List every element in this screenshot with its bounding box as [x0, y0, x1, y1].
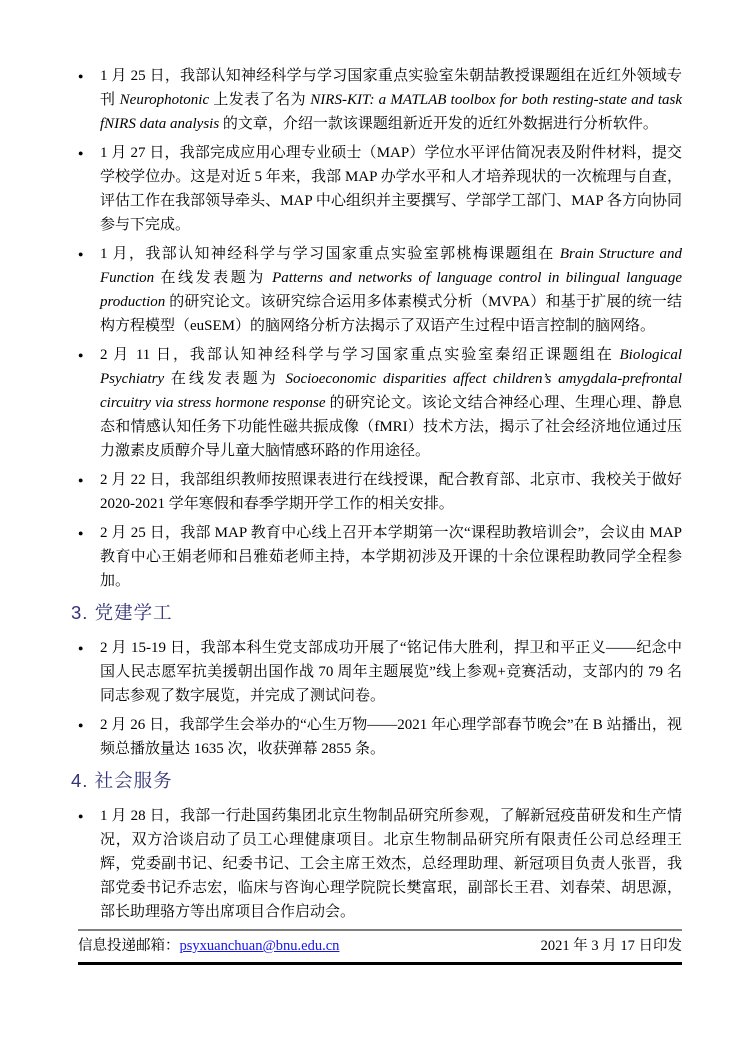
bullet-text: 2 月 22 日，我部组织教师按照课表进行在线授课，配合教育部、北京市、我校关于做好 2020-2021 学年寒假和春季学期开学工作的相关安排。 — [100, 472, 682, 512]
section-heading: 3. 党建学工 — [71, 602, 173, 623]
sections-container — [71, 600, 682, 924]
email-link[interactable]: psyxuanchuan@bnu.edu.cn — [179, 938, 340, 954]
bullet-icon: ● — [78, 528, 84, 538]
list-item — [78, 242, 682, 338]
news-bullet-list — [78, 64, 682, 593]
footer-email-label: 信息投递邮箱： — [78, 938, 180, 954]
bullet-text: 1 月 27 日，我部完成应用心理专业硕士（MAP）学位水平评估简况表及附件材料，提交学校学位办。这是对近 5 年来，我部 MAP 办学水平和人才培养现状的一次梳理与自查，评估工作在我部领导牵头、MAP 中心组织并主要撰写、学部学工部门、MAP 各方向协同参与下完成。 — [100, 145, 682, 233]
list-item — [78, 804, 682, 924]
list-item — [78, 521, 682, 593]
bullet-icon: ● — [78, 148, 84, 158]
footer-bottom-rule — [78, 962, 682, 965]
bullet-icon: ● — [78, 71, 84, 81]
bullet-text: 2 月 15-19 日，我部本科生党支部成功开展了“铭记伟大胜利，捍卫和平正义——纪念中国人民志愿军抗美援朝出国作战 70 周年主题展览”线上参观+竞赛活动，支部内的 79 名同志参观了数字展览，并完成了测试问卷。 — [100, 640, 682, 704]
list-item — [78, 468, 682, 516]
bullet-text: 1 月 28 日，我部一行赴国药集团北京生物制品研究所参观，了解新冠疫苗研发和生产情况，双方洽谈启动了员工心理健康项目。北京生物制品研究所有限责任公司总经理王辉，党委副书记、纪委书记、工会主席王效杰，总经理助理、新冠项目负责人张晋，我部党委书记乔志宏，临床与咨询心理学院院长樊富珉，副部长王君、刘春荣、胡思源，部长助理骆方等出席项目合作启动会。 — [100, 808, 682, 920]
list-item — [78, 141, 682, 237]
bullet-text: 2 月 26 日，我部学生会举办的“心生万物——2021 年心理学部春节晚会”在 B 站播出，视频总播放量达 1635 次，收获弹幕 2855 条。 — [100, 717, 682, 757]
bullet-icon: ● — [78, 249, 84, 259]
bullet-icon: ● — [78, 643, 84, 653]
list-item — [78, 64, 682, 136]
list-item — [78, 636, 682, 708]
bullet-text: 1 月，我部认知神经科学与学习国家重点实验室郭桃梅课题组在 Brain Structure and Function 在线发表题为 Patterns and networks of language control in bilingual language production 的研究论文。该研究综合运用多体素模式分析（MVPA）和基于扩展的统一结构方程模型（euSEM）的脑网络分析方法揭示了双语产生过程中语言控制的脑网络。 — [100, 246, 682, 334]
bullet-text: 1 月 25 日，我部认知神经科学与学习国家重点实验室朱朝喆教授课题组在近红外领域专刊 Neurophotonic 上发表了名为 NIRS-KIT: a MATLAB toolbox for both resting-state and task fNIRS data analysis 的文章，介绍一款该课题组新近开发的近红外数据进行分析软件。 — [100, 68, 682, 132]
bullet-text: 2 月 25 日，我部 MAP 教育中心线上召开本学期第一次“课程助教培训会”，会议由 MAP 教育中心王娟老师和吕雅茹老师主持，本学期初涉及开课的十余位课程助教同学全程参加。 — [100, 525, 682, 589]
list-item — [78, 713, 682, 761]
bullet-text: 2 月 11 日，我部认知神经科学与学习国家重点实验室秦绍正课题组在 Biological Psychiatry 在线发表题为 Socioeconomic disparities affect children’s amygdala-prefrontal circuitry via stress hormone response 的研究论文。该论文结合神经心理、生理心理、静息态和情感认知任务下功能性磁共振成像（fMRI）技术方法，揭示了社会经济地位通过压力激素皮质醇介导儿童大脑情感环路的作用途径。 — [100, 347, 682, 459]
footer-issue-date: 2021 年 3 月 17 日印发 — [540, 938, 682, 954]
footer-row — [78, 931, 682, 962]
bullet-icon: ● — [78, 720, 84, 730]
list-item — [78, 343, 682, 463]
bullet-icon: ● — [78, 475, 84, 485]
section-heading: 4. 社会服务 — [71, 770, 173, 791]
page-footer — [78, 929, 682, 965]
bullet-icon: ● — [78, 811, 84, 821]
bullet-icon: ● — [78, 350, 84, 360]
